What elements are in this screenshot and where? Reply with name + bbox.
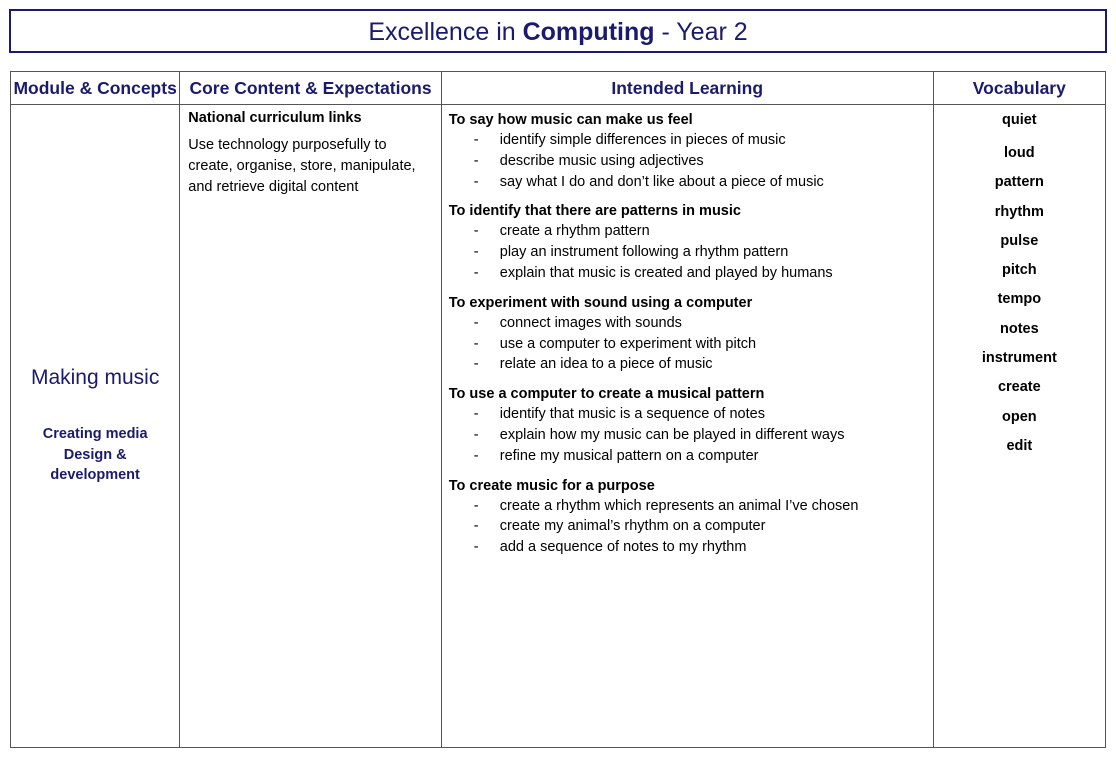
- title-prefix: Excellence in: [368, 18, 523, 46]
- module-name: Making music: [30, 366, 160, 390]
- objective-item: - explain how my music can be played in different ways: [449, 425, 927, 446]
- page-title: [368, 18, 747, 46]
- vocab-word: open: [1002, 408, 1037, 425]
- objective-item: - play an instrument following a rhythm pattern: [449, 242, 927, 263]
- vocab-word: pulse: [1000, 232, 1039, 249]
- module-cell: [11, 105, 180, 748]
- learning-objective: [449, 110, 927, 192]
- module-strand: Creating media: [42, 426, 148, 443]
- objective-item: - add a sequence of notes to my rhythm: [449, 537, 927, 558]
- curriculum-table: [10, 71, 1106, 748]
- vocab-word: instrument: [981, 350, 1057, 367]
- objective-item: - connect images with sounds: [449, 313, 927, 334]
- vocab-word: pattern: [994, 174, 1044, 191]
- learning-objective: [449, 201, 927, 283]
- objective-item: - identify simple differences in pieces of music: [449, 130, 927, 151]
- learning-cell: [441, 105, 933, 748]
- header-learning: Intended Learning: [441, 72, 933, 105]
- objective-title: To experiment with sound using a computer: [448, 294, 753, 311]
- learning-objective: [449, 384, 927, 466]
- objective-title: To say how music can make us feel: [448, 112, 693, 128]
- objective-item: - describe music using adjectives: [449, 151, 927, 172]
- vocab-word: notes: [999, 320, 1039, 337]
- objective-item: - say what I do and don’t like about a piece of music: [449, 172, 927, 193]
- objective-item: - create my animal’s rhythm on a computer: [449, 516, 927, 537]
- objective-item: - use a computer to experiment with pitch: [449, 334, 927, 355]
- vocab-word: create: [997, 379, 1041, 396]
- title-suffix: - Year 2: [654, 18, 748, 46]
- vocab-word: pitch: [1002, 262, 1037, 279]
- module-strand: development: [50, 467, 140, 484]
- objective-item: - identify that music is a sequence of notes: [449, 404, 927, 425]
- learning-objective: [449, 293, 927, 375]
- objective-title: To use a computer to create a musical pattern: [448, 386, 765, 403]
- learning-objective: [449, 476, 927, 558]
- vocabulary-cell: [933, 105, 1105, 748]
- objective-title: To create music for a purpose: [448, 477, 655, 494]
- vocab-word: loud: [1004, 145, 1035, 161]
- objective-item: - relate an idea to a piece of music: [449, 354, 927, 375]
- header-vocabulary: Vocabulary: [933, 72, 1105, 105]
- header-module: Module & Concepts: [11, 72, 180, 105]
- page-title-box: [9, 9, 1107, 53]
- header-core: Core Content & Expectations: [180, 72, 441, 105]
- vocab-word: quiet: [1002, 112, 1037, 128]
- nc-text: Use technology purposefully to create, organise, store, manipulate, and retrieve digital content: [188, 137, 416, 195]
- content-row: [11, 105, 1106, 748]
- objective-item: - refine my musical pattern on a computer: [449, 446, 927, 467]
- module-strand: Design &: [63, 446, 127, 463]
- objective-item: - explain that music is created and played by humans: [449, 263, 927, 284]
- objective-item: - create a rhythm pattern: [449, 221, 927, 242]
- vocab-word: edit: [1006, 437, 1033, 454]
- objective-title: To identify that there are patterns in music: [448, 203, 741, 220]
- header-row: [11, 72, 1106, 105]
- vocab-word: tempo: [997, 291, 1042, 308]
- vocab-word: rhythm: [994, 203, 1044, 220]
- core-content-cell: [180, 105, 441, 748]
- title-bold: Computing: [522, 18, 655, 46]
- nc-heading: National curriculum links: [188, 110, 362, 126]
- objective-item: - create a rhythm which represents an animal I’ve chosen: [449, 496, 927, 517]
